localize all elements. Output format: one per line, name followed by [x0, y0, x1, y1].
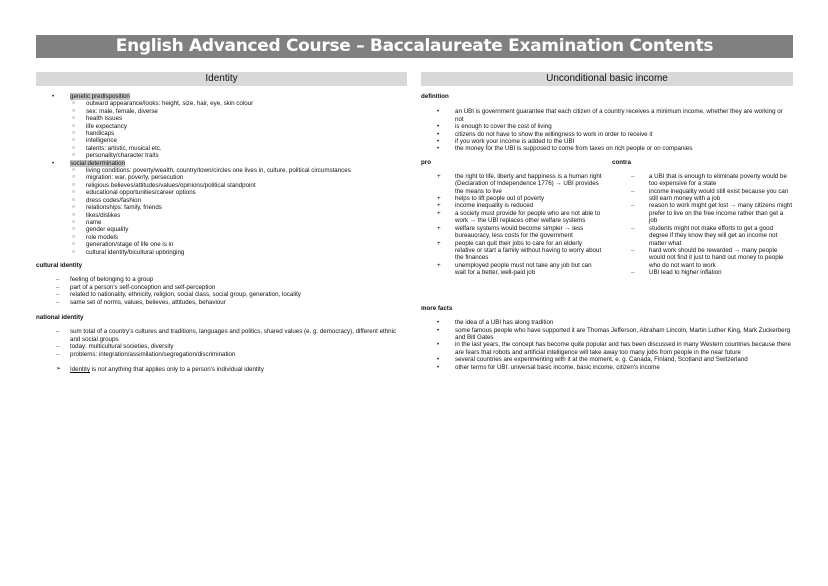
- cultural-identity-list: [36, 276, 404, 306]
- social-list-item: ○ generation/stage of life one is in: [70, 241, 404, 248]
- genetic-list-item: ○ outward appearance/looks: height, size, hair, eye, skin colour: [70, 100, 404, 107]
- genetic-sublist: [70, 100, 404, 159]
- social-label: social determination: [70, 159, 126, 167]
- definition-list-item: • if you work your income is added to the UBI: [421, 138, 791, 145]
- identity-heading: Identity: [36, 72, 407, 86]
- cultural-identity-title: cultural identity: [36, 261, 83, 269]
- social-list-item: ○ likes/dislikes: [70, 212, 404, 219]
- genetic-item: • genetic predisposition ○ outward appearance/looks: height, size, hair, eye, skin colour ○ sex: male, female, diverse ○ health issues ○ life expectancy ○ handicaps ○ intelligence ○ talents: artistic, musical etc. ○ personality/character traits: [36, 93, 404, 160]
- more-facts-title: more facts: [421, 304, 453, 312]
- genetic-list-item: ○ personality/character traits: [70, 152, 404, 159]
- pro-list-item: + helps to lift people out of poverty: [421, 195, 603, 202]
- more-facts-list-item: • some famous people who have supported it are Thomas Jefferson, Abraham Lincoln, Martin Luther King, Mark Zuckerberg and Bill Gates: [421, 327, 793, 342]
- national-identity-list: [36, 328, 404, 358]
- ubi-heading: Unconditional basic income: [421, 72, 793, 86]
- social-list-item: ○ cultural identity/bicultural upbringing: [70, 249, 404, 256]
- contra-title: contra: [612, 158, 631, 166]
- social-list-item: ○ name: [70, 219, 404, 226]
- pro-list-item: + income inequality is reduced: [421, 202, 603, 209]
- pro-list: [421, 173, 603, 277]
- social-list-item: ○ gender equality: [70, 226, 404, 233]
- pro-list-item: + people can quit their jobs to care for an elderly relative or start a family without having to worry about the finances: [421, 240, 603, 262]
- ubi-column: [421, 93, 793, 371]
- contra-list: [629, 173, 793, 277]
- national-list-item: – sum total of a country's cultures and traditions, languages and politics, shared values (e. g. democracy), different ethnic and social groups: [36, 328, 404, 343]
- pro-list-item: + unemployed people must not take any job but can wait for a better, well-paid job: [421, 262, 603, 277]
- cultural-list-item: – part of a person's self-conception and self-perception: [36, 284, 404, 291]
- contra-list-item: – a UBI that is enough to eliminate poverty would be too expensive for a state: [629, 173, 793, 188]
- contra-list-item: – UBI lead to higher inflation: [629, 269, 793, 276]
- cultural-list-item: – feeling of belonging to a group: [36, 276, 404, 283]
- national-identity-title: national identity: [36, 313, 84, 321]
- social-list-item: ○ educational opportunities/career options: [70, 189, 404, 196]
- genetic-list-item: ○ health issues: [70, 115, 404, 122]
- cultural-list-item: – related to nationality, ethnicity, religion, social class, social group, generation, locality: [36, 291, 404, 298]
- contra-list-item: – reason to work might get lost → many citizens might prefer to live on the free income rather than get a job: [629, 202, 793, 224]
- identity-column: [36, 93, 404, 373]
- genetic-list-item: ○ intelligence: [70, 137, 404, 144]
- definition-list: [421, 108, 793, 152]
- pro-list-item: + a society must provide for people who are not able to work → the UBI replaces other welfare systems: [421, 210, 603, 225]
- identity-note: [36, 366, 404, 373]
- national-list-item: – problems: integration/assimilation/segregation/discrimination: [36, 351, 404, 358]
- genetic-list-item: ○ handicaps: [70, 130, 404, 137]
- more-facts-list-item: • other terms for UBI: universal basic income, basic income, citizen's income: [421, 364, 793, 371]
- social-sublist: [70, 167, 404, 256]
- cultural-list-item: – same set of norms, values, believes, attitudes, behaviour: [36, 299, 404, 306]
- social-list-item: ○ relationships: family, friends: [70, 204, 404, 211]
- document-banner: English Advanced Course – Baccalaureate Examination Contents: [36, 35, 793, 58]
- genetic-list-item: ○ sex: male, female, diverse: [70, 108, 404, 115]
- definition-list-item: • is enough to cover the cost of living: [421, 123, 791, 130]
- genetic-list-item: ○ talents: artistic, musical etc.: [70, 145, 404, 152]
- contra-list-item: – hard work should be rewarded → many people would not find it just to hand out money to people who do not want to work: [629, 247, 793, 269]
- identity-main-list: [36, 93, 404, 256]
- pro-list-item: + welfare systems would become simpler → less bureaucracy, less costs for the government: [421, 225, 603, 240]
- more-facts-list-item: • the idea of a UBI has along tradition: [421, 319, 793, 326]
- pro-list-item: + the right to life, liberty and happiness is a human right (Declaration of Independence 1776) → UBI provides the means to live: [421, 173, 603, 195]
- pro-contra-section: [421, 159, 793, 299]
- contra-list-item: – income inequality would still exist because you can still earn money with a job: [629, 188, 793, 203]
- genetic-label: genetic predisposition: [70, 93, 130, 100]
- social-list-item: ○ dress codes/fashion: [70, 197, 404, 204]
- more-facts-list-item: • in the last years, the concept has become quite popular and has been discussed in many Western countries because there are fears that robots and artificial intelligence will take away too many jobs from people in the near future: [421, 341, 793, 356]
- genetic-list-item: ○ life expectancy: [70, 123, 404, 130]
- contra-list-item: – students might not make efforts to get a good degree if they know they will get an income not matter what: [629, 225, 793, 247]
- definition-list-item: • an UBI is government guarantee that each citizen of a country receives a minimum income, whether they are working or not: [421, 108, 791, 123]
- definition-list-item: • the money for the UBI is supposed to come from taxes on rich people or on companies: [421, 145, 791, 152]
- definition-title: definition: [421, 93, 449, 100]
- definition-list-item: • citizens do not have to show the willingness to work in order to receive it: [421, 131, 791, 138]
- identity-note-word: Identity: [70, 366, 90, 373]
- pro-title: pro: [421, 158, 431, 166]
- identity-note-rest: is not anything that applies only to a person's individual identity: [89, 366, 264, 373]
- more-facts-list: [421, 319, 793, 371]
- social-list-item: ○ living conditions: poverty/wealth, country/town/circles one lives in, culture, political circumstances: [70, 167, 404, 174]
- national-list-item: – today: multicultural societies, diversity: [36, 343, 404, 350]
- social-list-item: ○ role models: [70, 234, 404, 241]
- social-list-item: ○ religious believes/attitudes/values/opinions/political standpoint: [70, 182, 404, 189]
- more-facts-list-item: • several countries are experimenting with it at the moment, e. g. Canada, Finland, Scotland and Switzerland: [421, 356, 793, 363]
- social-item: • social determination ○ living conditions: poverty/wealth, country/town/circles one lives in, culture, political circumstances ○ migration: war, poverty, persecution ○ religious believes/attitudes/values/opinions/political standpoint ○ educational opportunities/career options ○ dress codes/fashion ○ relationships: family, friends ○ likes/dislikes ○ name ○ gender equality ○ role models ○ generation/stage of life one is in ○ cultural identity/bicultural upbringing: [36, 160, 404, 256]
- social-list-item: ○ migration: war, poverty, persecution: [70, 174, 404, 181]
